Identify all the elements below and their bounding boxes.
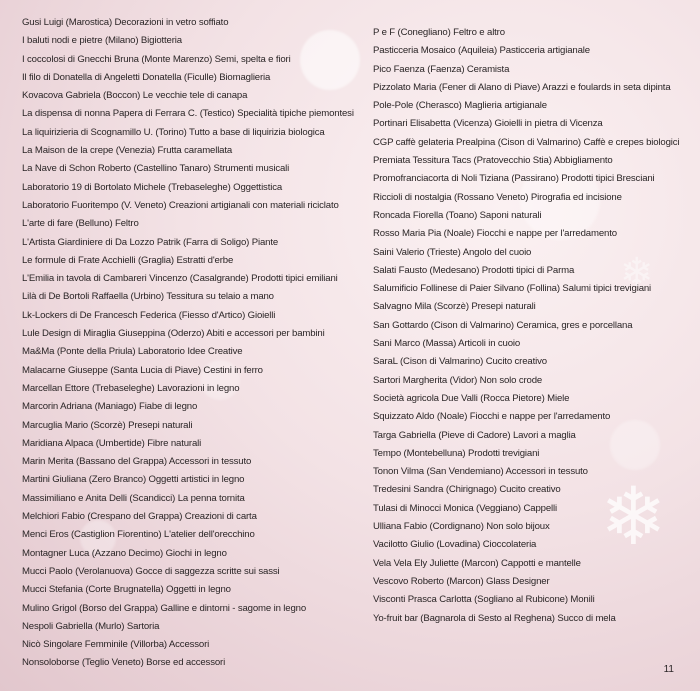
exhibitor-entry: Il filo di Donatella di Angeletti Donatella (Ficulle) Biomaglieria [22,71,271,83]
exhibitor-entry: Montagner Luca (Azzano Decimo) Giochi in legno [22,547,227,559]
exhibitor-entry: Pizzolato Maria (Fener di Alano di Piave) Arazzi e foulards in seta dipinta [373,81,671,93]
exhibitor-entry: I coccolosi di Gnecchi Bruna (Monte Marenzo) Semi, spelta e fiori [22,53,291,65]
exhibitor-entry: La dispensa di nonna Papera di Ferrara C. (Testico) Specialità tipiche piemontesi [22,108,354,120]
exhibitor-entry: Salvagno Mila (Scorzè) Presepi naturali [373,301,536,313]
exhibitor-entry: Saini Valerio (Trieste) Angolo del cuoio [373,246,532,258]
exhibitor-entry: Vescovo Roberto (Marcon) Glass Designer [373,575,550,587]
exhibitor-list-right [373,24,679,628]
exhibitor-entry: Squizzato Aldo (Noale) Fiocchi e nappe per l'arredamento [373,411,611,423]
exhibitor-entry: La Nave di Schon Roberto (Castellino Tanaro) Strumenti musicali [22,163,290,175]
exhibitor-entry: Pico Faenza (Faenza) Ceramista [373,63,510,75]
exhibitor-entry: Targa Gabriella (Pieve di Cadore) Lavori a maglia [373,429,576,441]
exhibitor-entry: Salati Fausto (Medesano) Prodotti tipici di Parma [373,264,575,276]
exhibitor-entry: Riccioli di nostalgia (Rossano Veneto) Pirografia ed incisione [373,191,622,203]
exhibitor-entry: Pasticceria Mosaico (Aquileia) Pasticceria artigianale [373,45,590,57]
exhibitor-entry: Ma&Ma (Ponte della Priula) Laboratorio Idee Creative [22,346,243,358]
snowflake-icon: ❄ [600,470,668,563]
exhibitor-entry: Massimiliano e Anita Delli (Scandicci) La penna tornita [22,492,245,504]
exhibitor-entry: I baluti nodi e pietre (Milano) Bigiotteria [22,35,182,47]
snowflake-icon: ❄ [620,250,654,296]
exhibitor-entry: Visconti Prasca Carlotta (Sogliano al Rubicone) Monili [373,594,595,606]
exhibitor-entry: Laboratorio Fuoritempo (V. Veneto) Creazioni artigianali con materiali riciclato [22,199,339,211]
exhibitor-entry: Le formule di Frate Acchielli (Graglia) Estratti d'erbe [22,254,234,266]
exhibitor-entry: Maridiana Alpaca (Umbertide) Fibre naturali [22,437,202,449]
exhibitor-entry: La Maison de la crepe (Venezia) Frutta caramellata [22,145,233,157]
exhibitor-entry: Mucci Stefania (Corte Brugnatella) Oggetti in legno [22,584,231,596]
exhibitor-entry: Pole-Pole (Cherasco) Maglieria artigianale [373,100,547,112]
exhibitor-entry: Lilà di De Bortoli Raffaella (Urbino) Tessitura su telaio a mano [22,291,274,303]
exhibitor-entry: Nonsoloborse (Teglio Veneto) Borse ed accessori [22,657,226,669]
exhibitor-entry: CGP caffè gelateria Prealpina (Cison di Valmarino) Caffè e crepes biologici [373,136,680,148]
exhibitor-entry: Tempo (Montebelluna) Prodotti trevigiani [373,447,540,459]
exhibitor-entry: Lk-Lockers di De Francesch Federica (Fiesso d'Artico) Gioielli [22,309,276,321]
exhibitor-entry: Vacilotto Giulio (Lovadina) Cioccolateria [373,539,537,551]
exhibitor-entry: Mulino Grigol (Borso del Grappa) Galline e dintorni - sagome in legno [22,602,307,614]
exhibitor-entry: San Gottardo (Cison di Valmarino) Ceramica, gres e porcellana [373,319,633,331]
exhibitor-entry: Portinari Elisabetta (Vicenza) Gioielli in pietra di Vicenza [373,118,603,130]
exhibitor-entry: Tulasi di Minocci Monica (Veggiano) Cappelli [373,502,557,514]
exhibitor-entry: L'Artista Giardiniere di Da Lozzo Patrik (Farra di Soligo) Piante [22,236,279,248]
exhibitor-entry: Roncada Fiorella (Toano) Saponi naturali [373,209,542,221]
exhibitor-entry: P e F (Conegliano) Feltro e altro [373,27,505,38]
exhibitor-entry: Promofranciacorta di Noli Tiziana (Passirano) Prodotti tipici Bresciani [373,173,655,185]
exhibitor-entry: Ulliana Fabio (Cordignano) Non solo bijoux [373,521,550,533]
exhibitor-entry: Rosso Maria Pia (Noale) Fiocchi e nappe per l'arredamento [373,228,617,240]
exhibitor-entry: L'Emilia in tavola di Cambareri Vincenzo (Casalgrande) Prodotti tipici emiliani [22,273,338,285]
exhibitor-entry: Mucci Paolo (Verolanuova) Gocce di saggezza scritte sui sassi [22,565,280,577]
exhibitor-entry: SaraL (Cison di Valmarino) Cucito creativo [373,356,547,368]
exhibitor-entry: Tredesini Sandra (Chirignago) Cucito creativo [373,484,561,496]
exhibitor-entry: La liquirizieria di Scognamillo U. (Torino) Tutto a base di liquirizia biologica [22,126,325,138]
exhibitor-entry: Marcuglia Mario (Scorzè) Presepi naturali [22,419,193,431]
exhibitor-entry: Marin Merita (Bassano del Grappa) Accessori in tessuto [22,456,252,468]
exhibitor-entry: Salumificio Follinese di Paier Silvano (Follina) Salumi tipici trevigiani [373,283,652,295]
page-number: 11 [663,664,674,675]
exhibitor-entry: Società agricola Due Valli (Rocca Pietore) Miele [373,392,570,404]
exhibitor-entry: Melchiori Fabio (Crespano del Grappa) Creazioni di carta [22,511,257,523]
exhibitor-entry: Sani Marco (Massa) Articoli in cuoio [373,338,521,350]
exhibitor-entry: Malacarne Giuseppe (Santa Lucia di Piave) Cestini in ferro [22,364,263,376]
exhibitor-entry: Menci Eros (Castiglion Fiorentino) L'atelier dell'orecchino [22,529,255,541]
exhibitor-entry: L'arte di fare (Belluno) Feltro [22,218,139,230]
exhibitor-entry: Yo-fruit bar (Bagnarola di Sesto al Reghena) Succo di mela [373,612,616,624]
exhibitor-entry: Gusi Luigi (Marostica) Decorazioni in vetro soffiato [22,17,229,28]
exhibitor-entry: Premiata Tessitura Tacs (Pratovecchio Stia) Abbigliamento [373,155,613,167]
exhibitor-entry: Nicò Singolare Femminile (Villorba) Accessori [22,639,210,651]
exhibitor-entry: Tonon Vilma (San Vendemiano) Accessori in tessuto [373,466,588,478]
exhibitor-list-left [22,14,354,673]
exhibitor-entry: Laboratorio 19 di Bortolato Michele (Trebaseleghe) Oggettistica [22,181,283,193]
exhibitor-entry: Marcellan Ettore (Trebaseleghe) Lavorazioni in legno [22,382,240,394]
exhibitor-entry: Nespoli Gabriella (Murlo) Sartoria [22,620,160,632]
exhibitor-entry: Vela Vela Ely Juliette (Marcon) Cappotti e mantelle [373,557,581,569]
exhibitor-entry: Lule Design di Miraglia Giuseppina (Oderzo) Abiti e accessori per bambini [22,328,325,340]
exhibitor-entry: Sartori Margherita (Vidor) Non solo crode [373,374,543,386]
exhibitor-entry: Marcorin Adriana (Maniago) Fiabe di legno [22,401,198,413]
exhibitor-entry: Kovacova Gabriela (Boccon) Le vecchie tele di canapa [22,90,248,102]
exhibitor-entry: Martini Giuliana (Zero Branco) Oggetti artistici in legno [22,474,245,486]
